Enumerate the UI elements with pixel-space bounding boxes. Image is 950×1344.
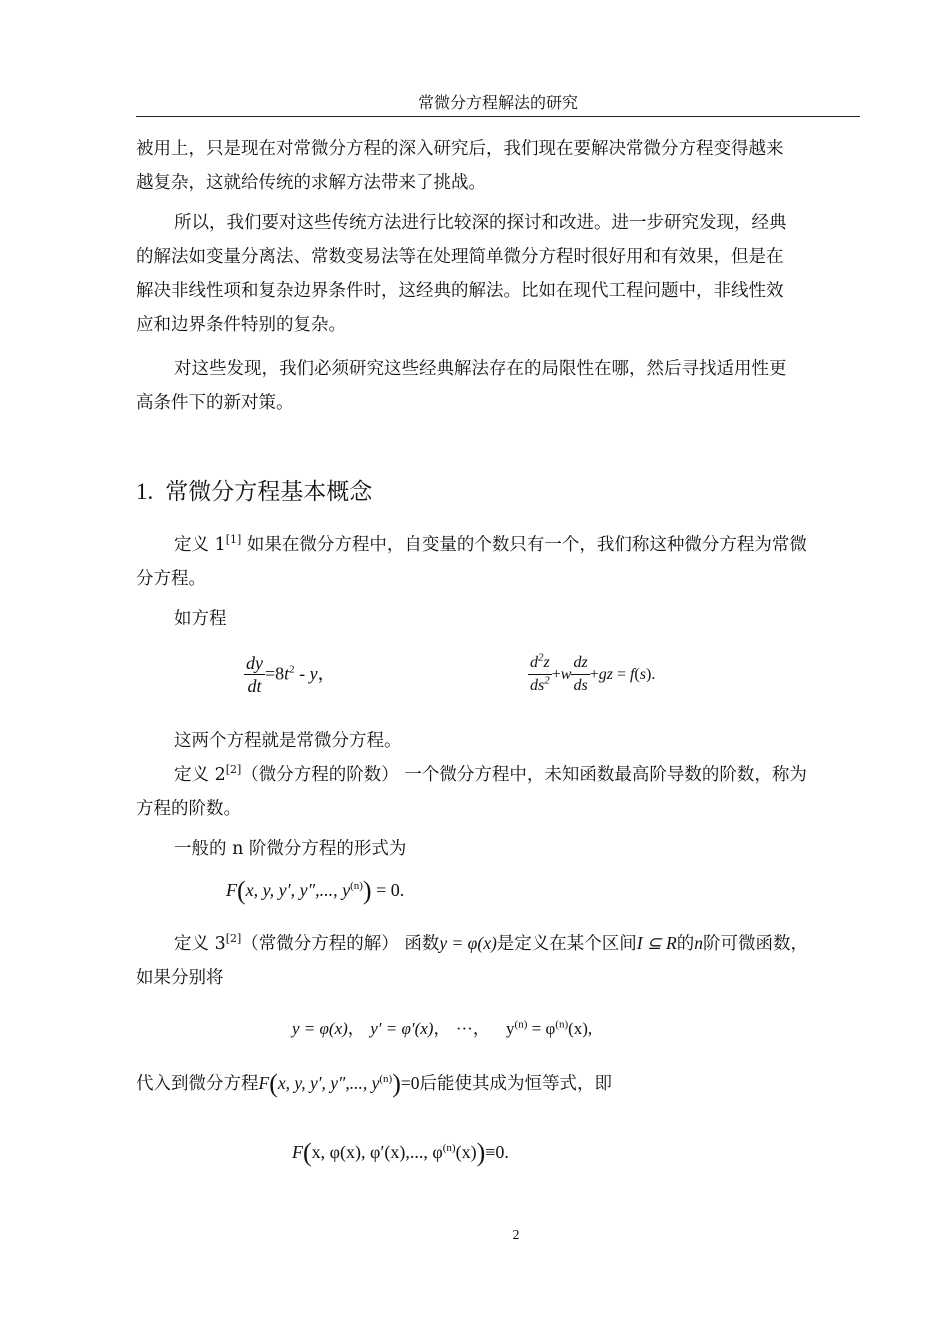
equation-rhs: 0. [390, 880, 405, 900]
definition-text: 如果在微分方程中，自变量的个数只有一个，我们称这种微分方程为常微 [246, 535, 807, 555]
definition-text: （常微分方程的解） 函数 [241, 934, 440, 954]
text-line: 的解法如变量分离法、常数变易法等在处理简单微分方程时很好用和有效果，但是在 [136, 247, 784, 267]
example-intro [136, 602, 864, 636]
variable: s [639, 666, 646, 683]
definition-label: 定义 3 [174, 934, 226, 954]
text-line: 分方程。 [136, 569, 206, 589]
equation-term: y [506, 1019, 515, 1038]
function-name: F [292, 1142, 303, 1162]
text-line: 高条件下的新对策。 [136, 393, 294, 413]
fraction [528, 652, 552, 697]
equation-args: x, φ(x), φ′(x),..., φ [311, 1142, 443, 1162]
equation-term: y = φ(x) [292, 1019, 348, 1038]
definition-text: 是定义在某个区间 [496, 934, 637, 954]
numerator: dy [246, 653, 263, 673]
section-number: 1. [136, 479, 154, 504]
operator: = [612, 666, 630, 683]
body-text: 代入到微分方程 [136, 1074, 259, 1094]
numerator: $d^2z$ [528, 652, 552, 675]
text-line: 被用上，只是现在对常微分方程的深入研究后，我们现在要解决常微分方程变得越来 [136, 139, 784, 159]
definition-text: （微分方程的阶数） 一个微分方程中，未知函数最高阶导数的阶数，称为 [241, 765, 807, 785]
text-line: 如方程 [174, 609, 227, 629]
text-line: 应和边界条件特别的复杂。 [136, 315, 346, 335]
definition-label: 定义 1 [174, 535, 226, 555]
after-equations [136, 724, 864, 758]
ellipsis: ···， [455, 1019, 490, 1038]
equation-term: =8 [265, 663, 285, 684]
equation-1 [244, 652, 336, 697]
definition-label: 定义 2 [174, 765, 226, 785]
inline-math: I ⊆ R [636, 933, 677, 953]
text-line: 所以，我们要对这些传统方法进行比较深的探讨和改进。进一步研究发现，经典 [174, 213, 787, 233]
fraction [244, 652, 265, 697]
equation-args: x, y, y′, y″,..., y [245, 880, 351, 900]
citation-ref: [2] [225, 763, 242, 777]
definition-1 [136, 528, 864, 596]
text-line: 越复杂，这就给传统的求解方法带来了挑战。 [136, 173, 486, 193]
text-line: 代入到微分方程F(x, y, y′, y″,..., $y^{(n)})=0$后能使其成为恒等式，即 [136, 1069, 612, 1098]
variable: w [560, 666, 572, 683]
equation-args: x, y, y′, y″,..., y [277, 1073, 380, 1093]
citation-ref: [2] [225, 932, 242, 946]
equation-term: y′ = φ′(x) [370, 1019, 434, 1038]
order-superscript: (n) [350, 880, 363, 892]
operator: + [551, 666, 561, 683]
punctuation: ， [317, 663, 336, 684]
equation-rhs: 0 [410, 1073, 420, 1093]
inline-math: n [694, 933, 703, 953]
equation-3: F(x, y, y′, y″,..., $y^{(n)}) = 0$. [226, 876, 405, 905]
equation-2: $\frac{d^2z}{ds^2}$ +w $\frac{dz}{ds}$ +gz = f(s). [528, 652, 655, 697]
variable: gz [598, 666, 613, 683]
text-line [136, 528, 864, 562]
text-line: 如果分别将 [136, 968, 224, 988]
running-header: 常微分方程解法的研究 [417, 93, 578, 112]
function-name: F [226, 880, 237, 900]
fraction: $\frac{dz}{ds}$ [573, 654, 588, 694]
text-line [136, 758, 864, 792]
variable: y [309, 663, 318, 684]
intro-paragraph-1 [136, 132, 864, 200]
equation-rhs: ≡0. [485, 1142, 509, 1162]
denominator: dt [247, 676, 262, 696]
inline-math: y = φ(x) [439, 933, 497, 953]
function-name: F [258, 1073, 270, 1093]
citation-ref: [1] [225, 533, 242, 547]
equation-term: - [294, 663, 310, 684]
definition-3 [136, 926, 876, 995]
intro-paragraph-2 [136, 206, 864, 342]
intro-paragraph-3 [136, 352, 864, 420]
text-line: 对这些发现，我们必须研究这些经典解法存在的局限性在哪，然后寻找适用性更 [174, 359, 787, 379]
equation-5: F(x, φ(x), φ′(x),..., $\varphi^{(n)}(x))\equiv 0$. [292, 1138, 509, 1167]
denominator: $ds^2$ [530, 674, 550, 694]
text-line: 解决非线性项和复杂边界条件时，这经典的解法。比如在现代工程问题中，非线性效 [136, 281, 784, 301]
function-name: f [629, 666, 635, 683]
text-line: 一般的 n 阶微分方程的形式为 [174, 839, 407, 859]
variable: t [284, 663, 290, 684]
substitute-line [136, 1066, 864, 1101]
text-line: 这两个方程就是常微分方程。 [174, 731, 402, 751]
text-line [136, 926, 876, 961]
definition-text: 阶可微函数， [702, 934, 808, 954]
punctuation: . [651, 666, 656, 683]
text-line: 方程的阶数。 [136, 799, 241, 819]
operator: + [589, 666, 599, 683]
definition-2 [136, 758, 864, 826]
equation-4: y = φ(x)， y′ = φ′(x)， ···， $y^{(n)} = \varphi^{(n)}(x)$, [292, 1018, 593, 1038]
header-rule [136, 116, 860, 117]
exponent: 2 [289, 663, 295, 676]
section-title: 常微分方程基本概念 [165, 479, 373, 505]
definition-text: 的 [676, 934, 695, 954]
general-form-intro [136, 832, 864, 866]
page-number: 2 [512, 1228, 520, 1243]
section-heading [136, 474, 372, 510]
body-text: 后能使其成为恒等式，即 [419, 1074, 612, 1094]
